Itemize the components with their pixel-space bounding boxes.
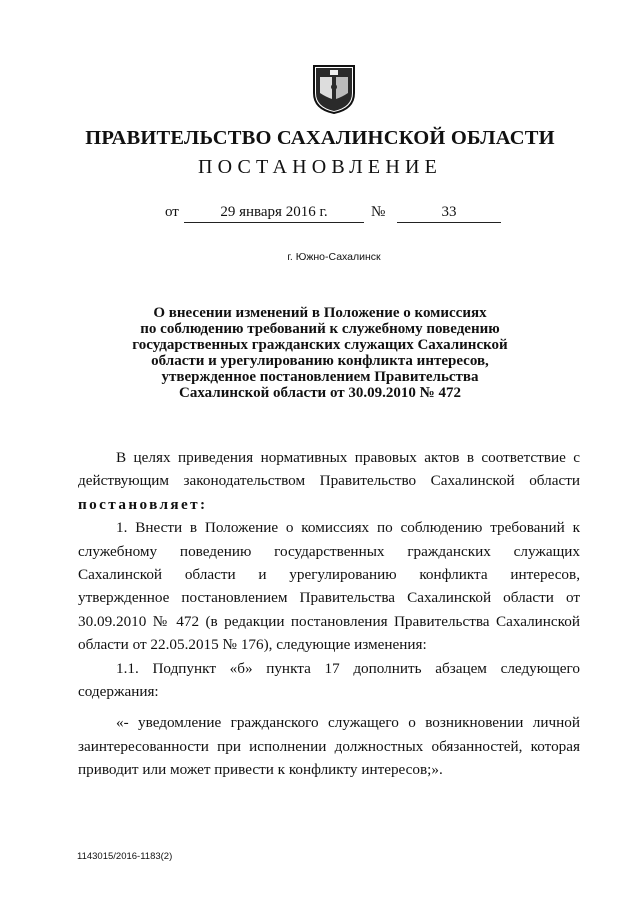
document-body (78, 446, 580, 782)
paragraph-1-1: 1.1. Подпункт «б» пункта 17 дополнить абзацем следующего содержания: (78, 659, 580, 701)
heading-line: Сахалинской области от 30.09.2010 № 472 (179, 385, 461, 401)
government-title: ПРАВИТЕЛЬСТВО САХАЛИНСКОЙ ОБЛАСТИ (85, 127, 555, 149)
heading-line: по соблюдению требований к служебному поведению (140, 321, 500, 337)
paragraph-1: 1. Внести в Положение о комиссиях по соблюдению требований к служебному поведению государственных гражданских служащих Сахалинской области и урегулированию конфликта интересов, утвержденное постановлением Правительства Сахалинской области от 30.09.2010 № 472 (в редакции постановления Правительства Сахалинской области от 22.05.2015 № 176), следующие изменения: (78, 519, 580, 654)
document-type: ПОСТАНОВЛЕНИЕ (197, 156, 443, 178)
number-sign: № (371, 204, 386, 220)
coat-of-arms-emblem (310, 63, 358, 115)
date-number-row (0, 204, 640, 228)
document-number: 33 (397, 204, 501, 223)
intro-text: В целях приведения нормативных правовых актов в соответствие с действующим законодательством Правительство Сахалинской области (78, 449, 580, 490)
document-date: 29 января 2016 г. (184, 204, 364, 223)
city-label: г. Южно-Сахалинск (287, 251, 381, 263)
decree-word: постановляет: (78, 495, 208, 513)
document-code: 1143015/2016-1183(2) (77, 851, 173, 862)
quote-paragraph: «- уведомление гражданского служащего о возникновении личной заинтересованности при исполнении должностных обязанностей, которая приводит или может привести к конфликту интересов;». (78, 714, 580, 779)
document-heading (130, 305, 510, 401)
heading-line: утвержденное постановлением Правительства (161, 369, 479, 385)
heading-line: области и урегулированию конфликта интересов, (151, 353, 489, 369)
heading-line: государственных гражданских служащих Сахалинской (132, 337, 508, 353)
date-from-label: от (165, 204, 179, 220)
intro-paragraph (78, 446, 580, 516)
heading-line: О внесении изменений в Положение о комиссиях (153, 305, 487, 321)
